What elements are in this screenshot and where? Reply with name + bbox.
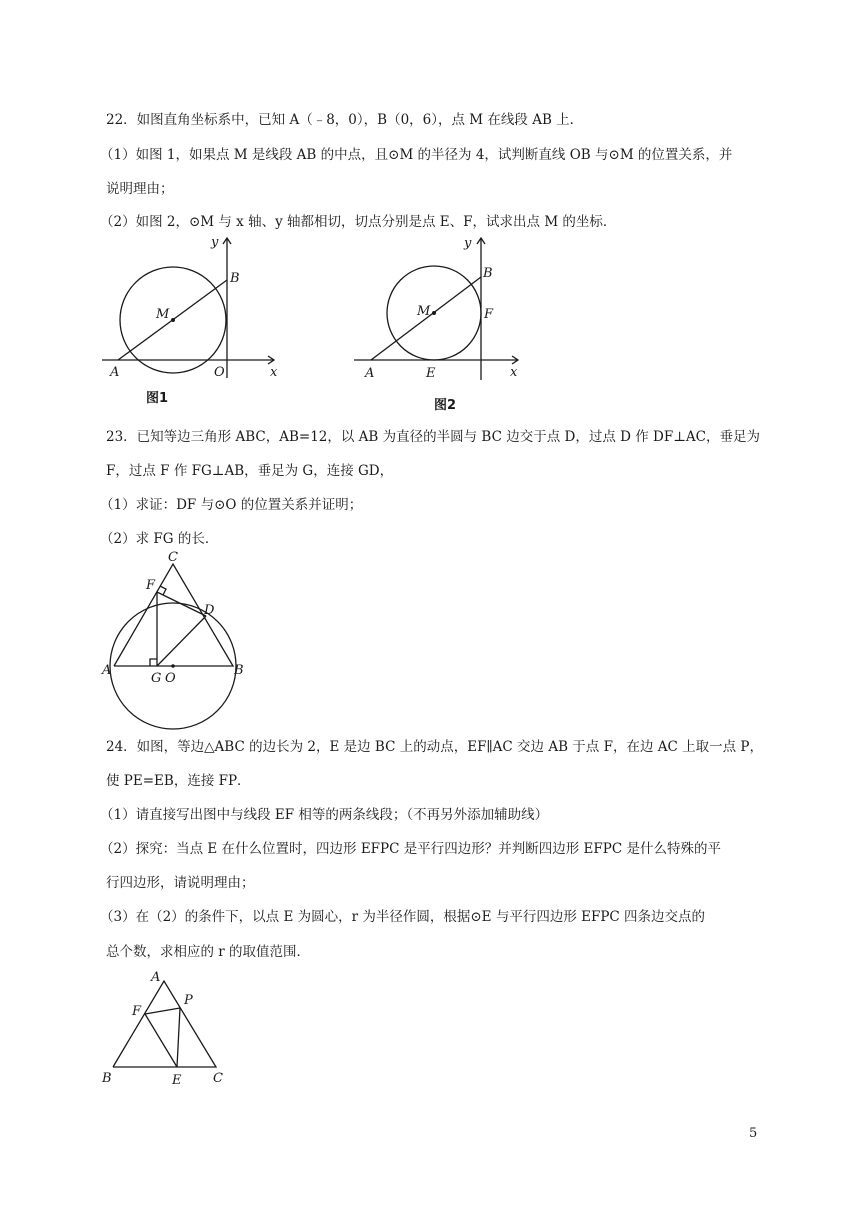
q23-line2: F，过点 F 作 FG⊥AB，垂足为 G，连接 GD， bbox=[106, 463, 394, 479]
point-m bbox=[432, 311, 436, 315]
right-angle-g bbox=[150, 659, 157, 666]
label-a: A bbox=[151, 970, 161, 985]
q23-figure bbox=[98, 548, 253, 733]
point-o bbox=[171, 664, 175, 668]
label-m: M bbox=[156, 307, 170, 322]
q22-part1-line2: 说明理由； bbox=[106, 181, 174, 197]
label-d: D bbox=[204, 603, 215, 618]
q22-part1-line1: （1）如图 1，如果点 M 是线段 AB 的中点，且⊙M 的半径为 4，试判断直线 OB 与⊙M 的位置关系，并 bbox=[100, 147, 733, 163]
q24-part3-line1: （3）在（2）的条件下，以点 E 为圆心，r 为半径作圆，根据⊙E 与平行四边形 EFPC 四条边交点的 bbox=[100, 909, 706, 925]
label-c: C bbox=[168, 550, 178, 565]
q22-stem: 22．如图直角坐标系中，已知 A（﹣8，0），B（0，6），点 M 在线段 AB 上． bbox=[106, 112, 584, 128]
label-f: F bbox=[146, 578, 156, 593]
q23-line1: 23．已知等边三角形 ABC，AB=12，以 AB 为直径的半圆与 BC 边交于点 D，过点 D 作 DF⊥AC，垂足为 bbox=[106, 429, 760, 445]
label-y: y bbox=[211, 235, 219, 250]
segment-pe bbox=[177, 1008, 180, 1067]
label-o: O bbox=[165, 671, 176, 686]
point-m bbox=[171, 318, 175, 322]
q22-part2: （2）如图 2，⊙M 与 x 轴、y 轴都相切，切点分别是点 E、F，试求出点 M 的坐标． bbox=[100, 214, 617, 230]
segment-gd bbox=[157, 616, 206, 666]
q24-part3-line2: 总个数，求相应的 r 的取值范围． bbox=[106, 944, 311, 960]
label-o: O bbox=[214, 365, 225, 380]
q24-part2-line2: 行四边形，请说明理由； bbox=[106, 875, 255, 891]
label-e: E bbox=[172, 1073, 182, 1088]
label-a: A bbox=[110, 365, 120, 380]
q23-part2: （2）求 FG 的长． bbox=[100, 531, 219, 547]
q22-figure-1 bbox=[96, 230, 296, 410]
q23-part1: （1）求证：DF 与⊙O 的位置关系并证明； bbox=[100, 497, 363, 513]
label-g: G bbox=[151, 671, 162, 686]
label-f: F bbox=[484, 307, 494, 322]
label-b: B bbox=[102, 1071, 112, 1086]
label-f: F bbox=[132, 1004, 142, 1019]
q24-part1: （1）请直接写出图中与线段 EF 相等的两条线段；（不再另外添加辅助线） bbox=[100, 807, 549, 823]
segment-fe bbox=[145, 1014, 177, 1067]
q24-line1: 24．如图，等边△ABC 的边长为 2，E 是边 BC 上的动点，EF∥AC 交边 AB 于点 F，在边 AC 上取一点 P， bbox=[106, 739, 763, 755]
caption-figure-2: 图2 bbox=[434, 398, 457, 413]
q24-part2-line1: （2）探究：当点 E 在什么位置时，四边形 EFPC 是平行四边形？并判断四边形 EFPC 是什么特殊的平 bbox=[100, 841, 721, 857]
triangle-abc bbox=[113, 981, 216, 1067]
label-p: P bbox=[184, 993, 193, 1008]
label-b: B bbox=[234, 663, 244, 678]
label-a: A bbox=[102, 663, 112, 678]
label-m: M bbox=[417, 304, 431, 319]
q24-figure bbox=[98, 965, 238, 1095]
label-x: x bbox=[510, 365, 518, 380]
segment-fp bbox=[145, 1008, 180, 1014]
triangle-abc bbox=[114, 564, 233, 666]
caption-figure-1: 图1 bbox=[146, 391, 169, 406]
q22-figure-2 bbox=[350, 230, 530, 415]
label-b: B bbox=[230, 271, 240, 286]
label-a: A bbox=[365, 366, 375, 381]
label-b: B bbox=[483, 266, 493, 281]
label-c: C bbox=[213, 1071, 223, 1086]
page-number: 5 bbox=[749, 1126, 758, 1141]
q24-line2: 使 PE=EB，连接 FP． bbox=[106, 773, 251, 789]
label-x: x bbox=[270, 365, 278, 380]
label-y: y bbox=[464, 236, 472, 251]
label-e: E bbox=[426, 366, 436, 381]
